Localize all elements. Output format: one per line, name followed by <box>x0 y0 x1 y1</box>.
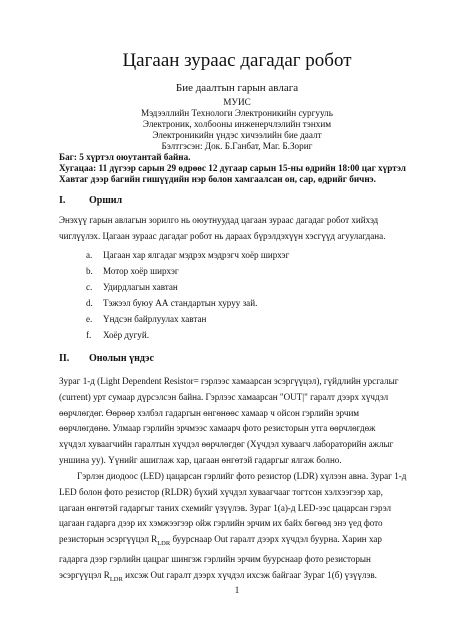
ldr-subscript: LDR <box>157 540 171 547</box>
org-line-school: Мэдээллийн Технологи Электроникийн сургууль <box>141 108 333 118</box>
org-line-authors: Бэлтгэсэн: Док. Б.Ганбат, Маг. Б.Зориг <box>161 141 313 151</box>
section-number: II. <box>59 353 70 364</box>
paragraph-line: цагаан өнгөтэй гадаргыг таних схемийг үзүүлэв. Зураг 1(а)-д LED-ээс цацарсан гэрэл <box>59 502 391 513</box>
paragraph-line: LED болон фото резистор (RLDR) бүхий хүчдэл хуваагчааг тогтсон хэлхээгээр хар, <box>59 486 383 497</box>
list-item: c. Удирдлагын хавтан <box>86 282 178 292</box>
introduction-paragraph <box>59 213 417 245</box>
team-size-note: Баг: 5 хүртэл оюутантай байна. <box>59 152 191 162</box>
document-subtitle: Бие даалтын гарын авлага <box>175 82 299 94</box>
org-line-university: МУИС <box>223 97 251 107</box>
paragraph-line: хүчдэл хуваагчийн гаралтын хүчдэл өөрчлөгдөг (Хүчдэл хуваагч лабораторийн ажлыг <box>59 439 394 450</box>
paragraph-line: уншина уу). Үүнийг ашиглаж хар, цагаан өнгөтэй гадаргыг ялгаж болно. <box>59 454 342 465</box>
page-number: 1 <box>234 585 240 595</box>
org-line-course: Электроникийн үндэс хичээлийн бие даалт <box>152 130 322 140</box>
list-item: a. Цагаан хар ялгадаг мэдрэх мэдрэгч хоёр ширхэг <box>86 250 290 260</box>
paragraph-line: эсэргүүцэл $R_{LDR}$ ихсэж Out гаралт дээрх хүчдэл ихсэж байгааг Зураг 1(б) үзүүлэв. <box>59 569 377 583</box>
paragraph-line: (current) урт сумаар дүрсэлсэн байна. Гэрлээс хамаарсан "OUT|" гаралт дээрх хүчдэл <box>59 391 389 402</box>
paragraph-line: Зураг 1-д (Light Dependent Resistor= гэрлээс хамаарсан эсэргүүцэл), гүйдлийн урсгалыг <box>59 376 399 386</box>
section-heading-introduction <box>59 195 122 206</box>
deadline-note: Хугацаа: 11 дүгээр сарын 29 өдрөөс 12 дугаар сарын 15-ны өдрийн 18:00 цаг хүртэл <box>59 163 406 173</box>
paragraph-line: өөрчлөгдөг. Өөрөөр хэлбэл гадаргын өнгөнөөс хамаар ч ойсон гэрлийн эрчим <box>59 407 360 418</box>
document-title: Цагаан зураас дагадаг робот <box>122 50 352 71</box>
paragraph-line: Гэрлэн диодоос (LED) цацарсан гэрлийг фото резистор (LDR) хүлээн авна. Зураг 1-д <box>77 471 407 481</box>
list-item: f. Хоёр дугуй. <box>86 330 149 340</box>
section-heading-theory <box>59 353 154 364</box>
theory-paragraph-2 <box>59 469 417 587</box>
paragraph-line: өөрчлөгдөнө. Улмаар гэрлийн эрчмээс хамаарч фото резисторын утга өөрчлөгдөж <box>59 423 376 434</box>
section-title: Онолын үндэс <box>89 353 154 364</box>
list-item: b. Мотор хоёр ширхэг <box>86 266 179 276</box>
org-line-department: Электроник, холбооны инженерчлэлийн тэнхим <box>142 119 332 129</box>
section-number: I. <box>59 195 66 206</box>
theory-paragraph-1 <box>59 374 417 469</box>
ldr-subscript: LDR <box>109 575 123 583</box>
paragraph-line: гадарга дээр гэрлийн цацраг шингэж гэрлийн эрчим буурснаар фото резисторын <box>59 553 371 564</box>
paragraph-line: Энэхүү гарын авлагын зорилго нь оюутнуудад цагаан зураас дагадаг робот хийхэд <box>59 215 379 225</box>
paragraph-line: резисторын эсэргүүцэл $R_{LDR}$ буурснаар Out гаралт дээрх хүчдэл буурна. Харин хар <box>59 534 382 547</box>
list-item: e. Үндсэн байрлуулах хавтан <box>86 314 207 324</box>
cover-note: Хавтаг дээр багийн гишүүдийн нэр болон хамгаалсан он, сар, өдрийг бичнэ. <box>59 174 376 184</box>
paragraph-line: цагаан гадарга дээр их хэмжээгээр ойж гэрлийн эрчим их байх бөгөөд энэ үед фото <box>59 518 383 529</box>
list-item: d. Тэжээл буюу АА стандартын хуруу зай. <box>86 298 258 308</box>
paragraph-line: чиглүүлэх. Цагаан зураас дагадаг робот нь дараах бүрэлдэхүүн хэсгүүд агуулагдана. <box>59 230 386 241</box>
section-title: Оршил <box>89 195 123 206</box>
